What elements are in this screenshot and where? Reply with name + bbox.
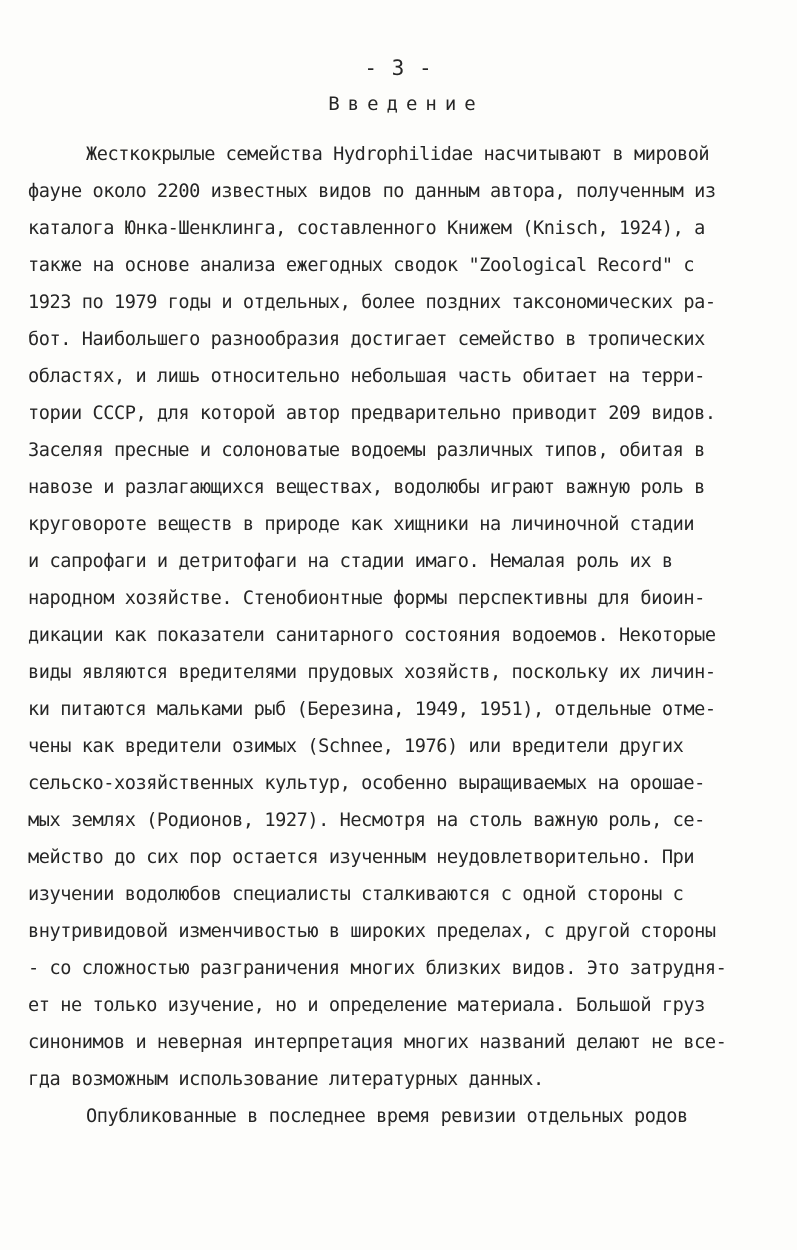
text-line: Опубликованные в последнее время ревизии отдельных родов (86, 1106, 688, 1127)
text-line: каталога Юнка-Шенклинга, составленного Книжем (Knisch, 1924), а (28, 218, 705, 239)
text-line: сельско-хозяйственных культур, особенно выращиваемых на орошае- (28, 773, 705, 794)
text-line: круговороте веществ в природе как хищники на личиночной стадии (28, 514, 695, 535)
text-line: тории СССР, для которой автор предварительно приводит 209 видов. (28, 403, 716, 424)
text-line: также на основе анализа ежегодных сводок "Zoological Record" с (28, 255, 695, 276)
text-line: областях, и лишь относительно небольшая часть обитает на терри- (28, 366, 705, 387)
text-line: мейство до сих пор остается изученным неудовлетворительно. При (28, 847, 695, 868)
text-line: Заселяя пресные и солоноватые водоемы различных типов, обитая в (28, 440, 705, 461)
text-line: внутривидовой изменчивостью в широких пределах, с другой стороны (28, 921, 716, 942)
text-line: дикации как показатели санитарного состояния водоемов. Некоторые (28, 625, 716, 646)
text-line: изучении водолюбов специалисты сталкиваются с одной стороны с (28, 884, 684, 905)
text-line: виды являются вредителями прудовых хозяйств, поскольку их личин- (28, 662, 716, 683)
text-line: Жесткокрылые семейства Hydrophilidae насчитывают в мировой (86, 144, 710, 165)
text-line: - со сложностью разграничения многих близких видов. Это затрудня- (28, 958, 727, 979)
text-line: гда возможным использование литературных данных. (28, 1069, 544, 1090)
text-line: фауне около 2200 известных видов по данным автора, полученным из (28, 181, 716, 202)
text-line: и сапрофаги и детритофаги на стадии имаго. Немалая роль их в (28, 551, 673, 572)
text-line: мых землях (Родионов, 1927). Несмотря на столь важную роль, се- (28, 810, 705, 831)
text-line: бот. Наибольшего разнообразия достигает семейство в тропических (28, 329, 705, 350)
text-line: чены как вредители озимых (Schnee, 1976) или вредители других (28, 736, 684, 757)
text-line: 1923 по 1979 годы и отдельных, более поздних таксономических ра- (28, 292, 716, 313)
page-number: - 3 - (364, 56, 433, 80)
section-heading: Введение (328, 93, 484, 115)
text-line: навозе и разлагающихся веществах, водолюбы играют важную роль в (28, 477, 705, 498)
text-line: ет не только изучение, но и определение материала. Большой груз (28, 995, 705, 1016)
text-line: синонимов и неверная интерпретация многих названий делают не все- (28, 1032, 727, 1053)
text-line: народном хозяйстве. Стенобионтные формы перспективны для биоин- (28, 588, 705, 609)
text-line: ки питаются мальками рыб (Березина, 1949, 1951), отдельные отме- (28, 699, 716, 720)
